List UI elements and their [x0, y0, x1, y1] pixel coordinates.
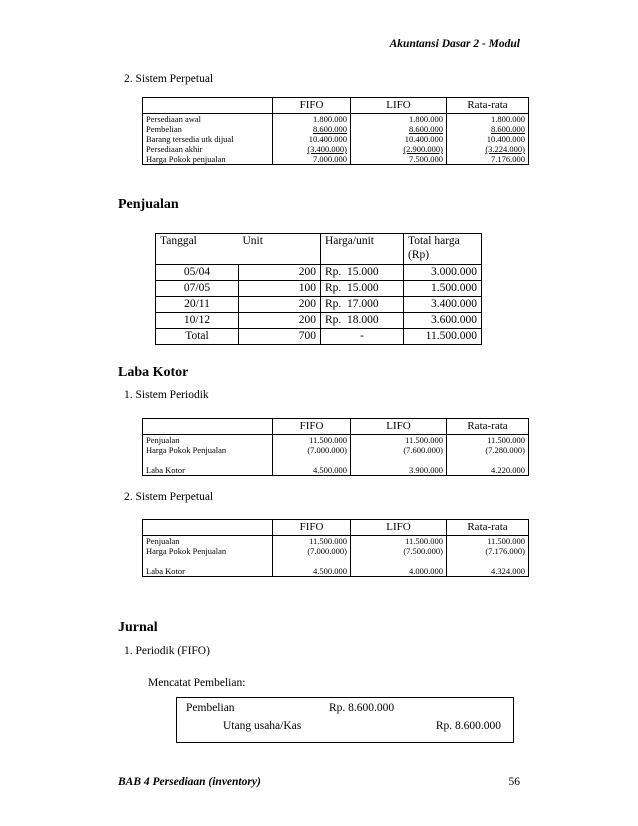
col-header: LIFO — [351, 98, 447, 114]
cell: 3.000.000 — [404, 265, 482, 281]
cell: 15.000 — [347, 266, 379, 278]
row-label: Harga Pokok penjualan — [146, 154, 226, 164]
credit-amount: Rp. 8.600.000 — [435, 720, 501, 732]
debit-account: Pembelian — [186, 702, 235, 714]
table-row — [143, 546, 529, 556]
cell: (7.280.000) — [447, 445, 529, 455]
section-heading-jurnal: Jurnal — [118, 620, 158, 635]
cell: (7.600.000) — [351, 445, 447, 455]
cell: 3.400.000 — [404, 297, 482, 313]
jurnal-item-label: 1. Periodik (FIFO) — [124, 645, 210, 657]
cell: 3.600.000 — [404, 313, 482, 329]
section-heading-penjualan: Penjualan — [118, 197, 179, 212]
cell: 100 — [239, 281, 321, 297]
cell: 200 — [239, 313, 321, 329]
penjualan-table — [155, 233, 482, 345]
cell: 1.500.000 — [404, 281, 482, 297]
table-result-row — [143, 566, 529, 577]
table-row — [156, 281, 482, 297]
cell: 10.400.000 — [447, 134, 529, 144]
cell: 200 — [239, 297, 321, 313]
jurnal-subheading: Mencatat Pembelian: — [148, 677, 246, 689]
cell: 1.800.000 — [273, 114, 351, 125]
table-row — [143, 144, 529, 154]
col-header: LIFO — [351, 419, 447, 435]
perpetual-hpp-table — [142, 97, 529, 165]
cell: 8.600.000 — [409, 124, 443, 134]
cell: 4.000.000 — [351, 566, 447, 577]
cell: 8.600.000 — [313, 124, 347, 134]
row-label: Persediaan akhir — [146, 144, 203, 154]
cell: (7.000.000) — [273, 445, 351, 455]
table-row — [143, 124, 529, 134]
perpetual-top-label: 2. Sistem Perpetual — [124, 73, 214, 85]
row-label: Penjualan — [146, 536, 180, 546]
col-header: FIFO — [273, 520, 351, 536]
cell: 11.500.000 — [351, 536, 447, 547]
table-row — [143, 134, 529, 144]
section-heading-laba-kotor: Laba Kotor — [118, 365, 189, 380]
cell-prefix: Rp. — [325, 266, 342, 278]
table-result-row — [143, 465, 529, 476]
cell: 20/11 — [156, 297, 239, 313]
debit-amount: Rp. 8.600.000 — [329, 702, 395, 714]
perpetual-label: 2. Sistem Perpetual — [124, 491, 214, 503]
table-row — [143, 154, 529, 165]
cell: 17.000 — [347, 298, 379, 310]
cell: Total — [156, 329, 239, 345]
col-header: Tanggal — [156, 234, 239, 265]
col-header: FIFO — [273, 419, 351, 435]
cell: 7.176.000 — [447, 154, 529, 165]
cell-prefix: Rp. — [325, 314, 342, 326]
cell: (7.000.000) — [273, 546, 351, 556]
laba-kotor-perpetual-table — [142, 519, 529, 577]
row-label: Penjualan — [146, 435, 180, 445]
cell: 7.000.000 — [273, 154, 351, 165]
cell: 11.500.000 — [447, 435, 529, 446]
col-header: Rata-rata — [447, 520, 529, 536]
cell: 3.900.000 — [351, 465, 447, 476]
col-header: LIFO — [351, 520, 447, 536]
cell: - — [321, 329, 404, 345]
table-row — [143, 114, 529, 125]
laba-kotor-periodik-table — [142, 418, 529, 476]
row-label: Laba Kotor — [146, 566, 185, 576]
cell: 10.400.000 — [273, 134, 351, 144]
cell: (3.224.000) — [485, 144, 525, 154]
cell: 05/04 — [156, 265, 239, 281]
table-row — [156, 313, 482, 329]
cell: 10.400.000 — [351, 134, 447, 144]
row-label: Barang tersedia utk dijual — [146, 134, 234, 144]
cell: 11.500.000 — [404, 329, 482, 345]
cell: 1.800.000 — [351, 114, 447, 125]
col-header: FIFO — [273, 98, 351, 114]
col-header: Rata-rata — [447, 419, 529, 435]
journal-entry-box — [176, 697, 514, 743]
cell: 11.500.000 — [351, 435, 447, 446]
cell: (7.176.000) — [447, 546, 529, 556]
cell: 18.000 — [347, 314, 379, 326]
cell: 700 — [239, 329, 321, 345]
cell: 07/05 — [156, 281, 239, 297]
row-label: Pembelian — [146, 124, 182, 134]
running-header: Akuntansi Dasar 2 - Modul — [389, 38, 520, 50]
table-row — [156, 265, 482, 281]
row-label: Harga Pokok Penjualan — [146, 445, 227, 455]
col-header: Total harga (Rp) — [404, 234, 482, 265]
row-label: Harga Pokok Penjualan — [146, 546, 227, 556]
cell: 11.500.000 — [273, 435, 351, 446]
table-total-row — [156, 329, 482, 345]
col-header: Harga/unit — [321, 234, 404, 265]
cell-prefix: Rp. — [325, 282, 342, 294]
cell: 10/12 — [156, 313, 239, 329]
table-row — [143, 435, 529, 446]
cell: 4.220.000 — [447, 465, 529, 476]
table-row — [143, 445, 529, 455]
cell: 7.500.000 — [351, 154, 447, 165]
cell: 11.500.000 — [273, 536, 351, 547]
col-header: Rata-rata — [447, 98, 529, 114]
table-row — [143, 536, 529, 547]
row-label: Laba Kotor — [146, 465, 185, 475]
cell: 11.500.000 — [447, 536, 529, 547]
cell: (7.500.000) — [351, 546, 447, 556]
page-number: 56 — [508, 776, 520, 788]
running-footer-chapter: BAB 4 Persediaan (inventory) — [118, 776, 261, 788]
cell: 4.500.000 — [273, 566, 351, 577]
cell-prefix: Rp. — [325, 298, 342, 310]
periodik-label: 1. Sistem Periodik — [124, 389, 209, 401]
table-row — [156, 297, 482, 313]
cell: 200 — [239, 265, 321, 281]
cell: (3.400.000) — [307, 144, 347, 154]
credit-account: Utang usaha/Kas — [223, 720, 302, 732]
cell: 15.000 — [347, 282, 379, 294]
row-label: Persediaan awal — [146, 114, 201, 124]
cell: 4.324.000 — [447, 566, 529, 577]
cell: (2.900.000) — [403, 144, 443, 154]
cell: 4.500.000 — [273, 465, 351, 476]
cell: 8.600.000 — [491, 124, 525, 134]
cell: 1.800.000 — [447, 114, 529, 125]
col-header: Unit — [239, 234, 321, 265]
